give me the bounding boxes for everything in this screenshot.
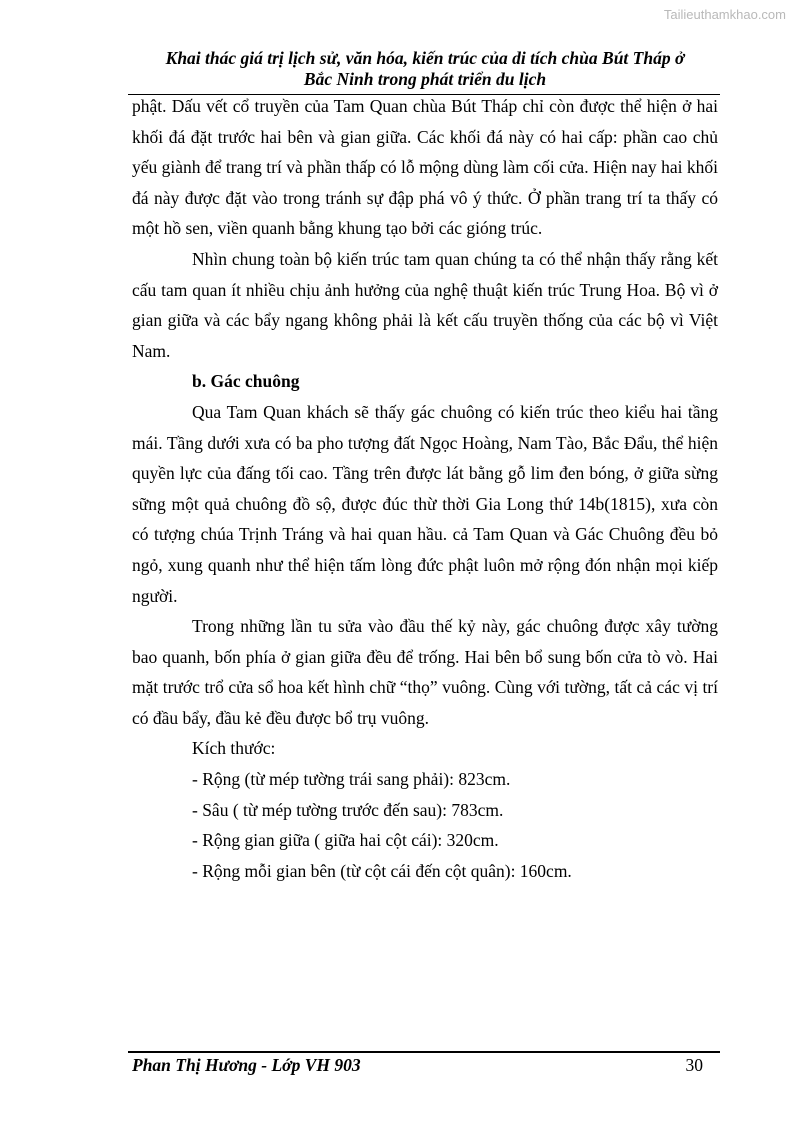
header-title-line2: Bắc Ninh trong phát triển du lịch <box>303 69 547 89</box>
document-body <box>132 91 718 886</box>
section-heading: b. Gác chuông <box>192 371 300 392</box>
paragraph-4: Trong những lần tu sửa vào đầu thế kỷ này, gác chuông được xây tường bao quanh, bốn phía ở gian giữa đều để trống. Hai bên bổ sung bốn cửa tò vò. Hai mặt trước trổ cửa sổ hoa kết hình chữ “thọ” vuông. Cùng với tường, tất cả các vị trí có đầu bẩy, đầu kẻ đều được bổ trụ vuông. <box>132 616 718 728</box>
dimension-item: - Rộng (từ mép tường trái sang phải): 823cm. <box>192 769 511 790</box>
dimensions-label: Kích thước: <box>192 738 276 759</box>
paragraph-2: Nhìn chung toàn bộ kiến trúc tam quan chúng ta có thể nhận thấy rằng kết cấu tam quan ít nhiều chịu ảnh hưởng của nghệ thuật kiến trúc Trung Hoa. Bộ vì ở gian giữa và các bẩy ngang không phải là kết cấu truyền thống của các bộ vì Việt Nam. <box>132 248 718 361</box>
header-title-line1: Khai thác giá trị lịch sử, văn hóa, kiến trúc của di tích chùa Bút Tháp ở <box>165 48 685 68</box>
page-header <box>130 48 720 90</box>
paragraph-1: phật. Dấu vết cổ truyền của Tam Quan chùa Bút Tháp chỉ còn được thể hiện ở hai khối đá đặt trước hai bên và gian giữa. Các khối đá này có hai cấp: phần cao chủ yếu giành để trang trí và phần thấp có lỗ mộng dùng làm cối cửa. Hiện nay hai khối đá này được đặt vào trong tránh sự đập phá vô ý thức. Ở phần trang trí ta thấy có một hồ sen, viền quanh bằng khung tạo bởi các gióng trúc. <box>132 96 718 239</box>
footer-author: Phan Thị Hương - Lớp VH 903 <box>132 1055 361 1075</box>
dimension-item: - Rộng gian giữa ( giữa hai cột cái): 320cm. <box>192 830 499 851</box>
paragraph-3: Qua Tam Quan khách sẽ thấy gác chuông có kiến trúc theo kiểu hai tầng mái. Tầng dưới xưa có ba pho tượng đất Ngọc Hoàng, Nam Tào, Bắc Đẩu, thể hiện quyền lực của đấng tối cao. Tầng trên được lát bằng gỗ lim đen bóng, ở giữa sừng sững một quả chuông đồ sộ, được đúc thừ thời Gia Long thứ 14b(1815), xưa còn có tượng chúa Trịnh Tráng và hai quan hầu. cả Tam Quan và Gác Chuông đều bỏ ngỏ, xung quanh như thể hiện tấm lòng đức phật luôn mở rộng đón nhận mọi kiếp người. <box>132 401 718 606</box>
dimension-item: - Rộng mỗi gian bên (từ cột cái đến cột quân): 160cm. <box>192 860 572 881</box>
dimension-item: - Sâu ( từ mép tường trước đến sau): 783cm. <box>192 799 504 820</box>
footer-divider <box>128 1051 720 1053</box>
page-number: 30 <box>685 1055 703 1075</box>
watermark: Tailieuthamkhao.com <box>663 7 786 22</box>
